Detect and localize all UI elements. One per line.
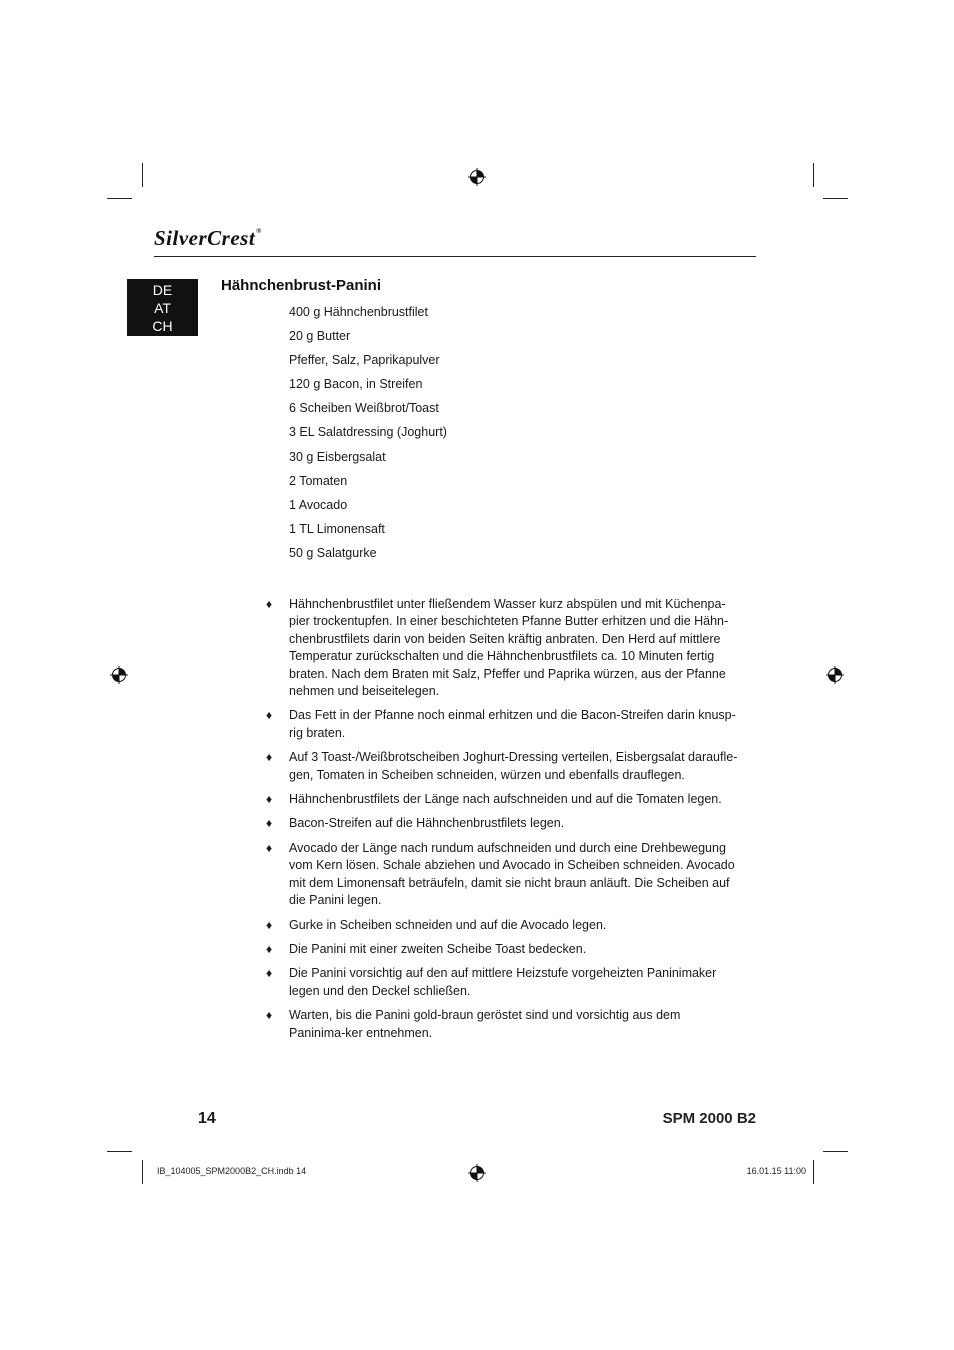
bullet-diamond-icon: ♦ xyxy=(266,941,273,956)
ingredient-item: 1 Avocado xyxy=(289,497,348,512)
ingredient-item: 2 Tomaten xyxy=(289,473,348,488)
instruction-text: Hähnchenbrustfilet unter fließendem Wasser kurz abspülen und mit Küchenpa-pier trockentupfen. In einer beschichteten Pfanne Butter erhitzen und die Hähn-chenbrustfilets darin von beiden Seiten kräftig anbraten. Den Herd auf mittlere Temperatur zurückschalten und die Hähnchenbrustfilets ca. 10 Minuten fertig braten. Nach dem Braten mit Salz, Pfeffer und Paprika würzen, aus der Pfanne nehmen und beiseitelegen. xyxy=(289,597,729,699)
bullet-diamond-icon: ♦ xyxy=(266,750,273,765)
print-slug-datetime: 16.01.15 11:00 xyxy=(746,1166,806,1176)
language-code: AT xyxy=(154,300,171,316)
crop-mark xyxy=(107,1151,132,1152)
instruction-text: Das Fett in der Pfanne noch einmal erhitzen und die Bacon-Streifen darin knusp-rig braten. xyxy=(289,708,736,740)
instruction-step xyxy=(266,840,738,910)
registration-mark-icon xyxy=(468,168,486,186)
ingredient-item: 400 g Hähnchenbrustfilet xyxy=(289,305,428,319)
crop-mark xyxy=(813,1160,814,1184)
instruction-text: Avocado der Länge nach rundum aufschneiden und durch eine Drehbewegung vom Kern lösen. Schale abziehen und Avocado in Scheiben schneiden. Avocado mit dem Limonensaft beträufeln, damit sie nicht braun anläuft. Die Scheiben auf die Panini legen. xyxy=(289,840,735,908)
ingredient-item: 6 Scheiben Weißbrot/Toast xyxy=(289,401,439,416)
bullet-diamond-icon: ♦ xyxy=(266,597,273,611)
ingredient-item: Pfeffer, Salz, Paprikapulver xyxy=(289,353,440,368)
crop-mark xyxy=(813,163,814,187)
ingredient-item: 120 g Bacon, in Streifen xyxy=(289,377,423,392)
instruction-step xyxy=(266,1007,738,1042)
instruction-step xyxy=(266,749,738,784)
instruction-step xyxy=(266,596,738,700)
bullet-diamond-icon: ♦ xyxy=(266,917,273,932)
ingredient-item: 50 g Salatgurke xyxy=(289,545,377,560)
ingredient-item: 3 EL Salatdressing (Joghurt) xyxy=(289,425,447,440)
instruction-list xyxy=(266,596,738,1049)
instruction-step xyxy=(266,707,738,742)
instruction-step xyxy=(266,815,738,832)
instruction-step xyxy=(266,917,738,934)
crop-mark xyxy=(823,1151,848,1152)
registration-mark-icon xyxy=(110,666,128,684)
instruction-text: Gurke in Scheiben schneiden und auf die Avocado legen. xyxy=(289,917,607,932)
registered-mark: ® xyxy=(256,227,262,235)
ingredient-item: 20 g Butter xyxy=(289,329,351,344)
crop-mark xyxy=(142,1160,143,1184)
instruction-text: Die Panini mit einer zweiten Scheibe Toast bedecken. xyxy=(289,941,587,956)
ingredient-item: 30 g Eisbergsalat xyxy=(289,449,386,464)
instruction-text: Auf 3 Toast-/Weißbrotscheiben Joghurt-Dressing verteilen, Eisbergsalat daraufle-gen, Tomaten in Scheiben schneiden, würzen und ebenfalls drauflegen. xyxy=(289,750,738,782)
brand-logo xyxy=(154,226,262,251)
page-number: 14 xyxy=(198,1110,216,1127)
bullet-diamond-icon: ♦ xyxy=(266,708,273,723)
brand-logo-text: SilverCrest xyxy=(154,226,256,250)
instruction-step xyxy=(266,791,738,808)
crop-mark xyxy=(107,198,132,199)
registration-mark-icon xyxy=(826,666,844,684)
registration-mark-icon xyxy=(468,1164,486,1182)
ingredient-item: 1 TL Limonensaft xyxy=(289,521,385,536)
language-badge xyxy=(127,279,198,336)
crop-mark xyxy=(823,198,848,199)
language-code: DE xyxy=(152,282,173,298)
ingredient-list xyxy=(289,304,447,569)
crop-mark xyxy=(142,163,143,187)
bullet-diamond-icon: ♦ xyxy=(266,966,273,981)
header-rule xyxy=(154,256,756,257)
instruction-text: Die Panini vorsichtig auf den auf mittlere Heizstufe vorgeheizten Paninimaker legen und den Deckel schließen. xyxy=(289,966,717,998)
bullet-diamond-icon: ♦ xyxy=(266,840,273,855)
instruction-step xyxy=(266,941,738,958)
instruction-text: Warten, bis die Panini gold-braun geröstet sind und vorsichtig aus dem Paninima-ker entnehmen. xyxy=(289,1008,681,1040)
instruction-text: Bacon-Streifen auf die Hähnchenbrustfilets legen. xyxy=(289,816,565,831)
bullet-diamond-icon: ♦ xyxy=(266,1008,273,1023)
language-code: CH xyxy=(152,318,173,334)
instruction-step xyxy=(266,965,738,1000)
instruction-text: Hähnchenbrustfilets der Länge nach aufschneiden und auf die Tomaten legen. xyxy=(289,792,722,807)
recipe-title: Hähnchenbrust-Panini xyxy=(221,277,382,294)
model-number: SPM 2000 B2 xyxy=(662,1110,756,1127)
bullet-diamond-icon: ♦ xyxy=(266,792,273,807)
bullet-diamond-icon: ♦ xyxy=(266,816,273,831)
print-slug-file: IB_104005_SPM2000B2_CH.indb 14 xyxy=(157,1166,307,1176)
